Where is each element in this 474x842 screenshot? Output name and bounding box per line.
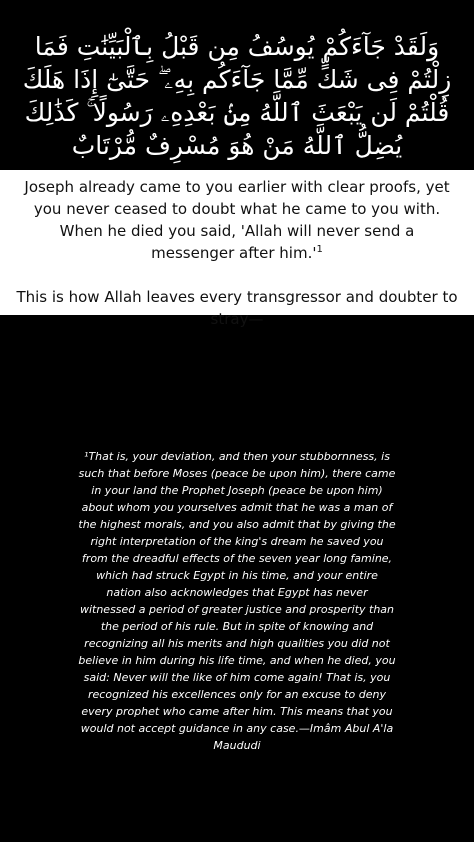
footnote-marker: 1 (316, 244, 323, 255)
translation-text-1: Joseph already came to you earlier with clear proofs, yet you never ceased to doubt what he came to you with. When he died you said, 'Allah will never send a messenger after him.' (24, 178, 450, 262)
translation-paragraph-1 (16, 176, 458, 264)
translation-paragraph-2: This is how Allah leaves every transgressor and doubter to stray— (16, 288, 458, 328)
arabic-verse: وَلَقَدْ جَآءَكُمْ يُوسُفُ مِن قَبْلُ بِٱلْبَيِّنَٰتِ فَمَا زِلْتُمْ فِى شَكٍّ مِّمَّا جَآءَكُم بِهِۦ ۖ حَتَّىٰٓ إِذَا هَلَكَ قُلْتُمْ لَن يَبْعَثَ ٱللَّهُ مِنۢ بَعْدِهِۦ رَسُولًا ۚ كَذَٰلِكَ يُضِلُّ ٱللَّهُ مَنْ هُوَ مُسْرِفٌ مُّرْتَابٌ (0, 0, 474, 170)
translation-panel (0, 170, 474, 328)
commentary-footnote: ¹That is, your deviation, and then your stubbornness, is such that before Moses (peace be upon him), there came in your land the Prophet Joseph (peace be upon him) about whom you yourselves admit that he was a man of the highest morals, and you also admit that by giving the right interpretation of the king's dream he saved you from the dreadful effects of the seven year long famine, which had struck Egypt in his time, and your entire nation also acknowledges that Egypt has never witnessed a period of greater justice and prosperity than the period of his rule. But in spite of knowing and recognizing all his merits and high qualities you did not believe in him during his life time, and when he died, you said: Never will the like of him come again! That is, you recognized his excellences only for an excuse to deny every prophet who came after him. This means that you would not accept guidance in any case.—Imâm Abul A'la Maududi (78, 450, 396, 752)
